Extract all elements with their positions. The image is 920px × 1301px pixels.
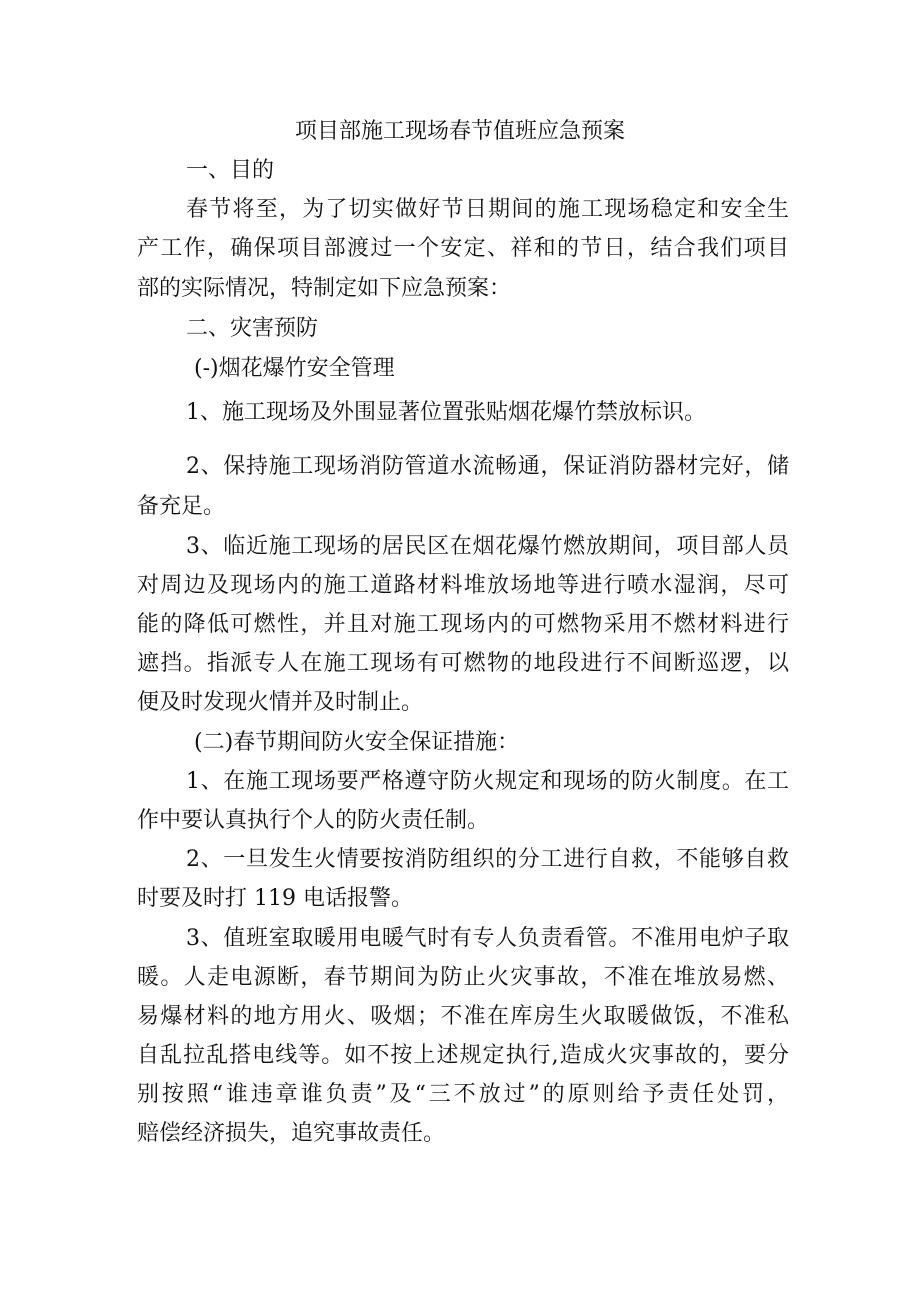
section-heading-purpose: 一、目的 <box>186 158 275 183</box>
list-item: 3、值班室取暖用电暖气时有专人负责看管。不准用电炉子取 <box>186 926 789 951</box>
paragraph-line: 自乱拉乱搭电线等。如不按上述规定执行,造成火灾事故的，要分 <box>137 1043 789 1068</box>
paragraph-line: 时要及时打 119 电话报警。 <box>137 886 413 911</box>
list-item: 2、保持施工现场消防管道水流畅通，保证消防器材完好，储 <box>186 454 789 479</box>
paragraph-line: 暖。人走电源断，春节期间为防止火灾事故，不准在堆放易燃、 <box>137 965 789 990</box>
subsection-heading-fire-safety: (二)春节期间防火安全保证措施： <box>194 730 520 755</box>
paragraph-line: 能的降低可燃性，并且对施工现场内的可燃物采用不燃材料进行 <box>137 612 789 637</box>
paragraph-line: 遮挡。指派专人在施工现场有可燃物的地段进行不间断巡逻，以 <box>137 651 789 676</box>
paragraph-line: 易爆材料的地方用火、吸烟；不准在库房生火取暖做饭，不准私 <box>137 1004 789 1029</box>
list-item: 3、临近施工现场的居民区在烟花爆竹燃放期间，项目部人员 <box>186 534 789 559</box>
paragraph-line: 备充足。 <box>137 494 226 519</box>
document-title: 项目部施工现场春节值班应急预案 <box>294 119 625 144</box>
paragraph-line: 产工作，确保项目部渡过一个安定、祥和的节日，结合我们项目 <box>137 236 789 261</box>
paragraph-line: 春节将至，为了切实做好节日期间的施工现场稳定和安全生 <box>186 197 789 222</box>
paragraph-line: 作中要认真执行个人的防火责任制。 <box>137 808 490 833</box>
list-item: 1、在施工现场要严格遵守防火规定和现场的防火制度。在工 <box>186 769 789 794</box>
section-heading-prevention: 二、灾害预防 <box>186 316 319 341</box>
list-item: 1、施工现场及外围显著位置张贴烟花爆竹禁放标识。 <box>186 400 706 425</box>
list-item: 2、一旦发生火情要按消防组织的分工进行自救，不能够自救 <box>186 847 789 872</box>
paragraph-line: 对周边及现场内的施工道路材料堆放场地等进行喷水湿润，尽可 <box>137 573 789 598</box>
paragraph-line: 部的实际情况，特制定如下应急预案： <box>137 276 512 301</box>
paragraph-line: 别按照“谁违章谁负责”及“三不放过”的原则给予责任处罚， <box>137 1082 789 1107</box>
paragraph-line: 便及时发现火情并及时制止。 <box>137 690 424 715</box>
paragraph-line: 赔偿经济损失，追究事故责任。 <box>137 1121 446 1146</box>
subsection-heading-fireworks: (-)烟花爆竹安全管理 <box>194 356 395 381</box>
